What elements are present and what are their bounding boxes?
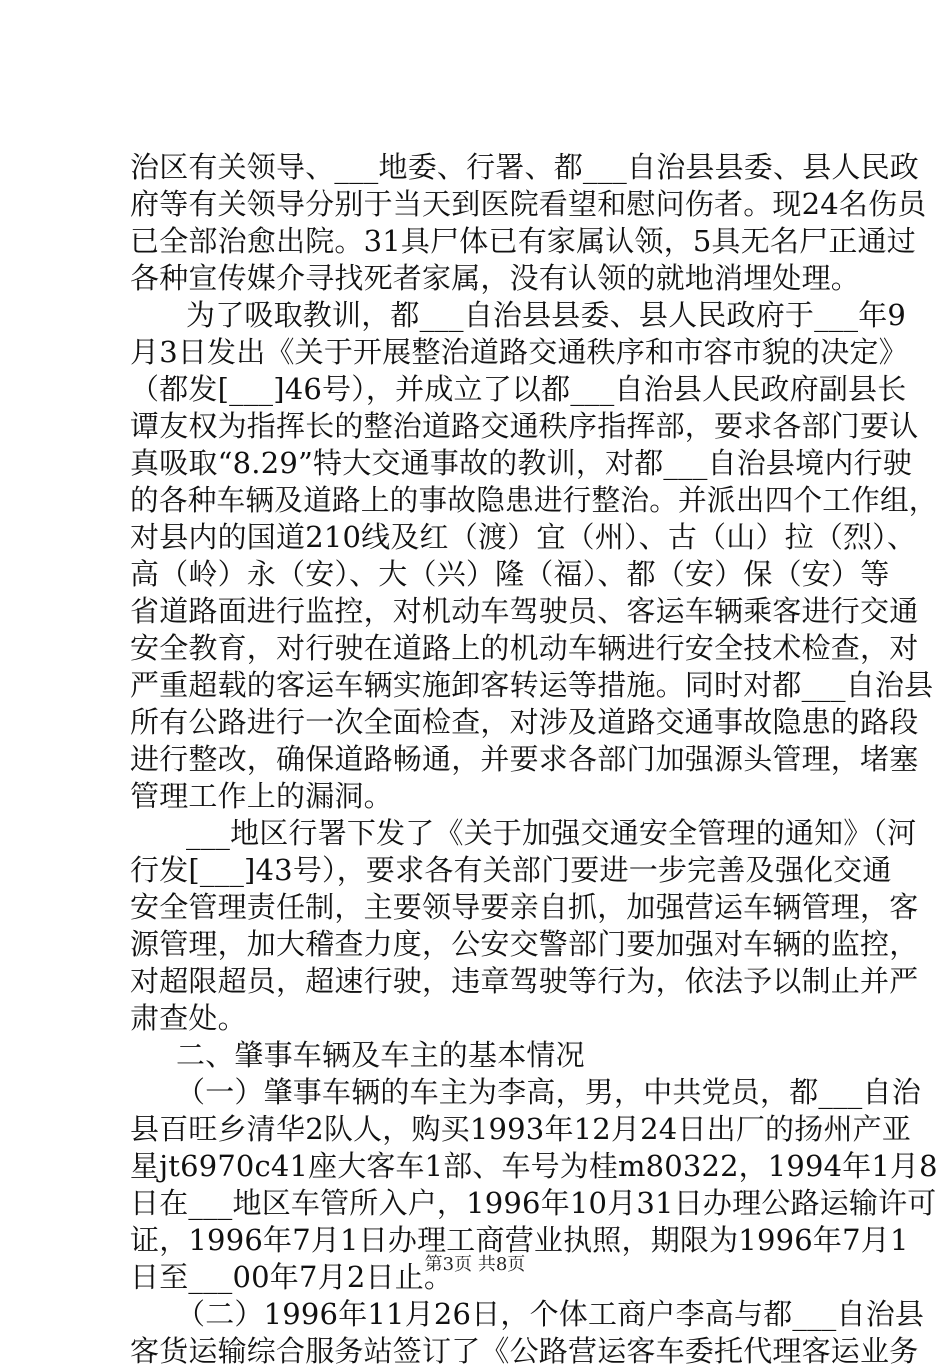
text-line: 为了吸取教训，都___自治县县委、县人民政府于___年9 — [186, 298, 907, 332]
text-line: 高（岭）永（安）、大（兴）隆（福）、都（安）保（安）等 — [130, 557, 890, 591]
text-line: 的各种车辆及道路上的事故隐患进行整治。并派出四个工作组， — [130, 483, 938, 517]
text-line: （一）肇事车辆的车主为李高，男，中共党员，都___自治 — [176, 1075, 921, 1109]
text-line: 对超限超员，超速行驶，违章驾驶等行为，依法予以制止并严 — [130, 964, 919, 998]
text-line: 所有公路进行一次全面检查，对涉及道路交通事故隐患的路段 — [130, 705, 919, 739]
text-line: 进行整改，确保道路畅通，并要求各部门加强源头管理，堵塞 — [130, 742, 919, 776]
text-line: 安全教育，对行驶在道路上的机动车辆进行安全技术检查，对 — [130, 631, 919, 665]
section-heading: 二、肇事车辆及车主的基本情况 — [176, 1038, 585, 1072]
text-line: 日至___00年7月2日止。 — [130, 1260, 454, 1294]
text-line: 肃查处。 — [130, 1001, 247, 1035]
text-line: 星jt6970c41座大客车1部、车号为桂m80322，1994年1月8 — [130, 1149, 938, 1183]
text-line: 安全管理责任制，主要领导要亲自抓，加强营运车辆管理，客 — [130, 890, 919, 924]
text-line: （都发[___]46号），并成立了以都___自治县人民政府副县长 — [130, 372, 907, 406]
text-line: 日在___地区车管所入户，1996年10月31日办理公路运输许可 — [130, 1186, 937, 1220]
text-line: 对县内的国道210线及红（渡）宜（州）、古（山）拉（烈）、 — [130, 520, 917, 554]
text-line: 省道路面进行监控，对机动车驾驶员、客运车辆乘客进行交通 — [130, 594, 919, 628]
text-line: 真吸取“8.29”特大交通事故的教训，对都___自治县境内行驶 — [130, 446, 912, 480]
text-line: 府等有关领导分别于当天到医院看望和慰问伤者。现24名伤员 — [130, 187, 927, 221]
text-line: ___地区行署下发了《关于加强交通安全管理的通知》（河 — [186, 816, 917, 850]
text-line: 治区有关领导、___地委、行署、都___自治县县委、县人民政 — [130, 150, 920, 184]
text-line: 谭友权为指挥长的整治道路交通秩序指挥部，要求各部门要认 — [130, 409, 919, 443]
text-line: 客货运输综合服务站签订了《公路营运客车委托代理客运业务 — [130, 1334, 919, 1368]
text-line: 已全部治愈出院。31具尸体已有家属认领，5具无名尸正通过 — [130, 224, 916, 258]
text-line: 管理工作上的漏洞。 — [130, 779, 393, 813]
text-line: （二）1996年11月26日，个体工商户李高与都___自治县 — [176, 1297, 925, 1331]
text-line: 源管理，加大稽查力度，公安交警部门要加强对车辆的监控， — [130, 927, 919, 961]
text-line: 月3日发出《关于开展整治道路交通秩序和市容市貌的决定》 — [130, 335, 908, 369]
text-line: 行发[___]43号），要求各有关部门要进一步完善及强化交通 — [130, 853, 892, 887]
page-number: 第3页 共8页 — [424, 1254, 526, 1275]
page-footer — [0, 1254, 950, 1276]
text-line: 证，1996年7月1日办理工商营业执照，期限为1996年7月1 — [130, 1223, 909, 1257]
text-line: 严重超载的客运车辆实施卸客转运等措施。同时对都___自治县 — [130, 668, 934, 702]
text-line: 各种宣传媒介寻找死者家属，没有认领的就地消埋处理。 — [130, 261, 861, 295]
text-line: 县百旺乡清华2队人，购买1993年12月24日出厂的扬州产亚 — [130, 1112, 912, 1146]
